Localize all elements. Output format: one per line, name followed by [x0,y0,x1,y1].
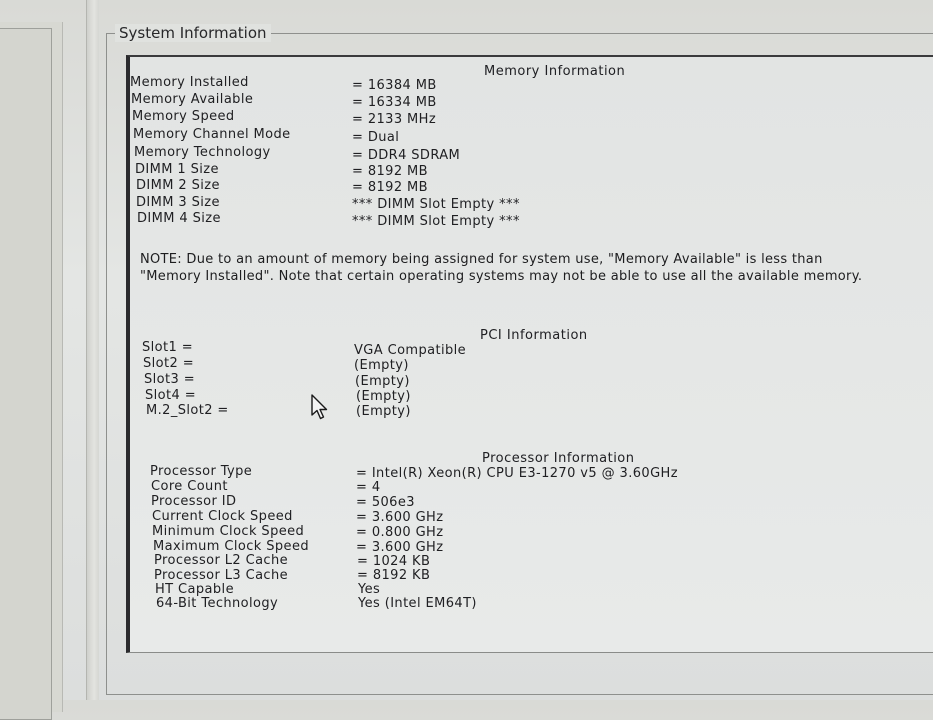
pci-heading: PCI Information [480,328,588,343]
memory-label: DIMM 4 Size [137,211,221,226]
memory-value: = 16334 MB [352,95,437,110]
memory-value: = Dual [352,130,400,145]
pci-slot-value: (Empty) [354,358,409,373]
pci-slot-value: VGA Compatible [354,343,467,358]
memory-label: Memory Technology [134,145,271,160]
processor-label: Maximum Clock Speed [153,539,309,554]
processor-value: = 3.600 GHz [356,540,444,555]
pci-slot-value: (Empty) [355,374,410,389]
pci-slot-label: Slot1 = [142,340,194,355]
memory-label: Memory Available [131,92,254,107]
left-navigation-panel[interactable] [0,22,63,712]
processor-value: = Intel(R) Xeon(R) CPU E3-1270 v5 @ 3.60GHz [356,466,678,481]
memory-value: *** DIMM Slot Empty *** [352,197,520,212]
memory-label: Memory Channel Mode [133,127,291,142]
processor-value: = 1024 KB [357,554,431,569]
processor-label: Core Count [151,479,228,494]
processor-heading: Processor Information [482,451,635,466]
memory-label: DIMM 2 Size [136,178,220,193]
processor-value: = 4 [356,480,381,495]
memory-label: DIMM 1 Size [135,162,219,177]
processor-label: HT Capable [155,582,234,597]
memory-value: = 8192 MB [352,180,428,195]
memory-label: DIMM 3 Size [136,195,220,210]
processor-value: Yes [358,582,381,597]
pci-slot-label: M.2_Slot2 = [146,403,229,418]
processor-label: 64-Bit Technology [156,596,279,611]
pci-slot-value: (Empty) [356,404,411,419]
memory-heading: Memory Information [484,64,626,79]
processor-value: = 0.800 GHz [356,525,444,540]
memory-value: = 8192 MB [352,164,428,179]
processor-label: Minimum Clock Speed [152,524,305,539]
memory-value: *** DIMM Slot Empty *** [352,214,520,229]
memory-value: = DDR4 SDRAM [352,148,461,163]
pci-slot-value: (Empty) [356,389,411,404]
processor-label: Processor Type [150,464,253,479]
group-title: System Information [115,24,271,42]
left-panel-frame [0,28,52,720]
mouse-pointer-icon [310,394,332,420]
processor-value: Yes (Intel EM64T) [358,596,477,611]
processor-value: = 8192 KB [357,568,431,583]
memory-note: NOTE: Due to an amount of memory being assigned for system use, "Memory Available" is less than "Memory Installed". Note that certain operating systems may not be able to use all the available memory. [140,252,863,284]
memory-label: Memory Installed [130,75,249,90]
pci-slot-label: Slot3 = [144,372,196,387]
pci-slot-label: Slot2 = [143,356,195,371]
processor-label: Processor L3 Cache [154,568,289,583]
processor-value: = 3.600 GHz [356,510,444,525]
pci-slot-label: Slot4 = [145,388,197,403]
memory-value: = 2133 MHz [352,112,437,127]
processor-label: Processor L2 Cache [154,553,289,568]
processor-label: Current Clock Speed [152,509,293,524]
panel-divider[interactable] [86,0,99,700]
processor-label: Processor ID [151,494,237,509]
memory-label: Memory Speed [132,109,235,124]
processor-value: = 506e3 [356,495,415,510]
memory-value: = 16384 MB [352,78,437,93]
system-information-content [126,55,933,653]
